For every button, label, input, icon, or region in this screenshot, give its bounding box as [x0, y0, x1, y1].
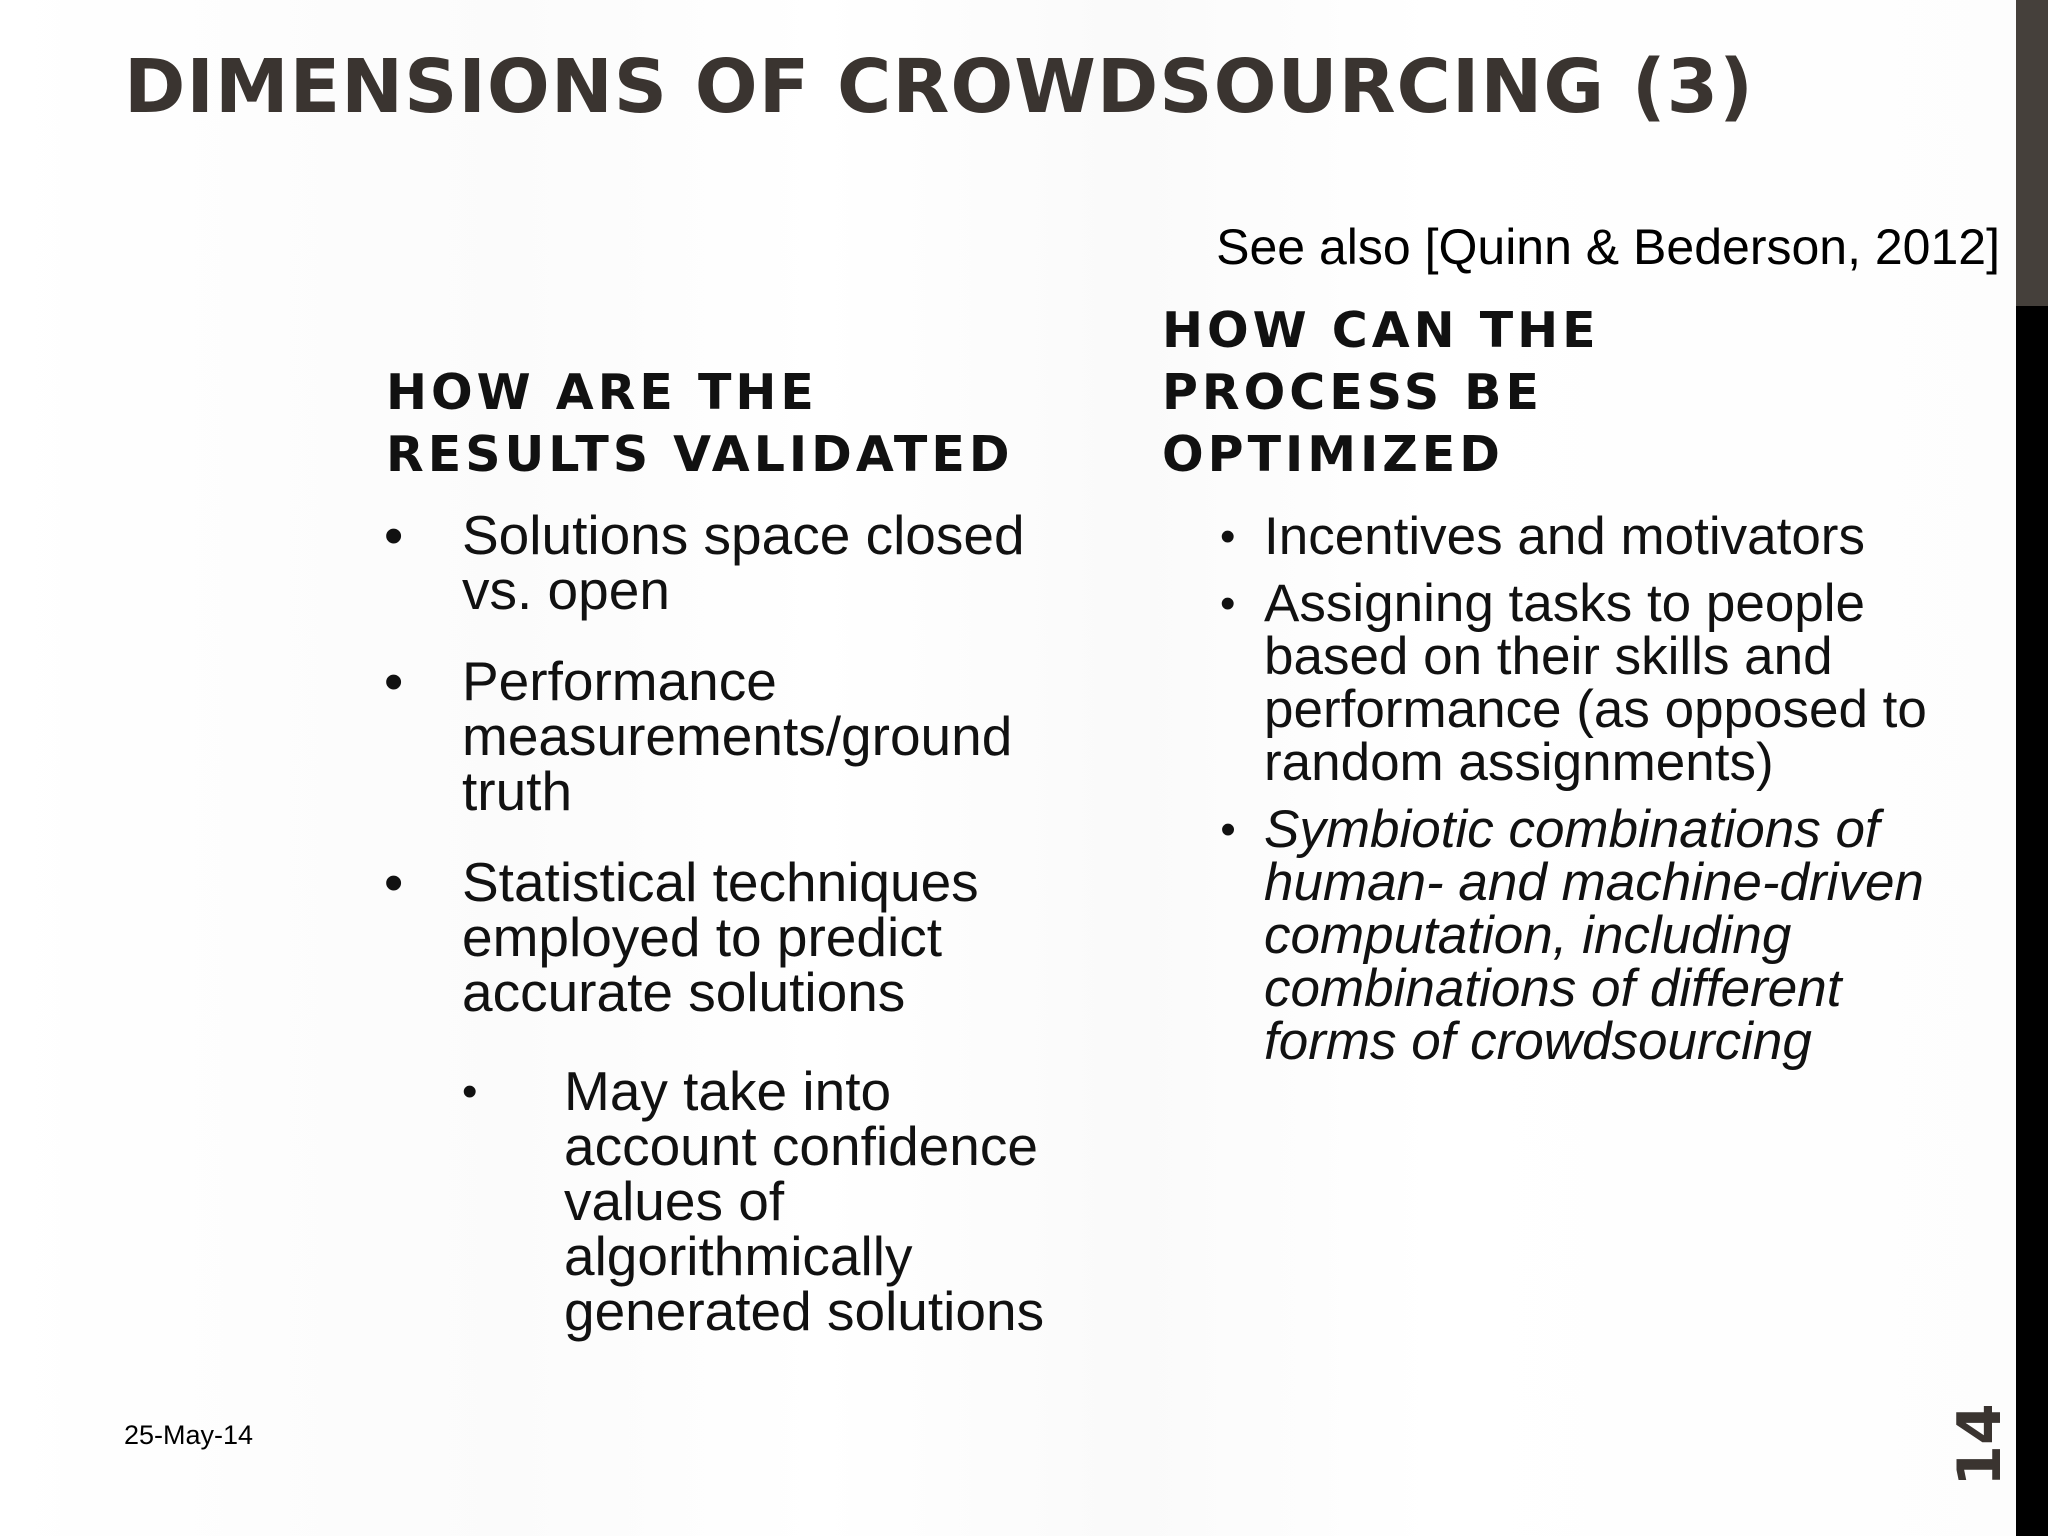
- left-bullet-list: [384, 504, 1084, 1375]
- left-heading-line: RESULTS VALIDATED: [386, 426, 1014, 483]
- sub-list-item-text: May take into account confidence values of algorithmically generated solutions: [564, 1060, 1045, 1342]
- list-item: [1218, 800, 1978, 1071]
- list-item-text: Solutions space closed vs. open: [462, 504, 1025, 621]
- accent-bar-top: [2016, 0, 2048, 306]
- slide-date: 25-May-14: [124, 1420, 254, 1450]
- list-item-text: Assigning tasks to people based on their skills and performance (as opposed to random assignments): [1264, 574, 1927, 792]
- accent-bar-bottom: [2016, 306, 2048, 1536]
- sub-list-item: [462, 1060, 1084, 1342]
- bullet-icon: •: [1220, 579, 1236, 628]
- right-column-heading: [1162, 300, 1862, 486]
- page-number: [1945, 1400, 2015, 1490]
- right-heading-line: PROCESS BE: [1162, 364, 1543, 421]
- list-item: [384, 650, 1084, 822]
- bullet-icon: •: [1220, 512, 1236, 561]
- list-item-text: Statistical techniques employed to predict accurate solutions: [462, 851, 979, 1023]
- bullet-icon: •: [384, 851, 404, 913]
- list-item: [1218, 574, 1978, 792]
- bullet-icon: •: [384, 650, 404, 712]
- right-heading-line: HOW CAN THE: [1162, 302, 1600, 359]
- page-number-text: 14: [1945, 1403, 2015, 1487]
- left-heading-line: HOW ARE THE: [386, 364, 818, 421]
- right-heading-line: OPTIMIZED: [1162, 426, 1504, 483]
- list-item: [384, 504, 1084, 621]
- list-item: [1218, 507, 1978, 566]
- slide-title: DIMENSIONS OF CROWDSOURCING (3): [124, 44, 1754, 130]
- reference-note: See also [Quinn & Bederson, 2012]: [1216, 219, 2000, 275]
- bullet-icon: •: [462, 1067, 478, 1116]
- list-item-text: Performance measurements/ground truth: [462, 650, 1013, 822]
- bullet-icon: •: [1220, 805, 1236, 854]
- list-item: [384, 851, 1084, 1342]
- list-item-text: Symbiotic combinations of human- and machine-driven computation, including combinations of different forms of crowdsourcing: [1264, 800, 1924, 1071]
- left-column-heading: [386, 362, 1086, 486]
- right-bullet-list: [1218, 507, 1978, 1082]
- list-item-text: Incentives and motivators: [1264, 507, 1865, 566]
- bullet-icon: •: [384, 504, 404, 566]
